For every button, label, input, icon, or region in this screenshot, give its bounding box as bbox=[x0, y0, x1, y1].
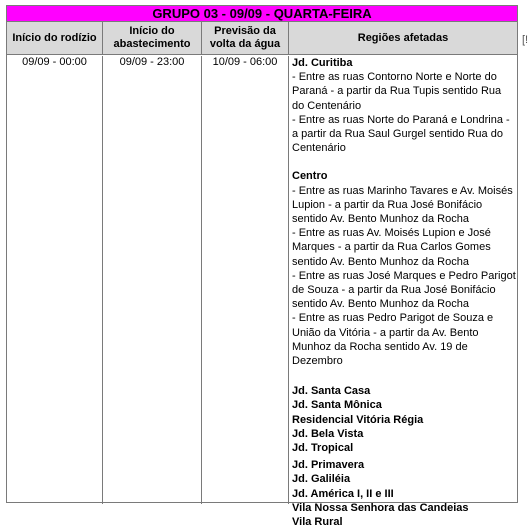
side-mark: [! bbox=[522, 34, 529, 46]
list-item: Residencial Vitória Régia bbox=[292, 413, 424, 426]
schedule-table bbox=[6, 5, 518, 529]
list-item: Jd. América I, II e III bbox=[292, 487, 394, 500]
neighborhood-list bbox=[292, 384, 516, 455]
cell-rodizio: 09/09 - 00:00 bbox=[7, 56, 103, 504]
region-item: - Entre as ruas Contorno Norte e Norte do Paraná - a partir da Rua Tupis sentido Rua do Centenário bbox=[292, 71, 502, 112]
region-name: Centro bbox=[292, 170, 328, 183]
region-item: - Entre as ruas Pedro Parigot de Souza e União da Vitória - a partir da Av. Bento Munhoz da Rocha sentido Av. 19 de Dezembro bbox=[292, 312, 494, 368]
cell-previsao: 10/09 - 06:00 bbox=[202, 56, 289, 504]
header-rodizio: Início do rodízio bbox=[7, 22, 103, 55]
region-item: - Entre as ruas Norte do Paraná e Londrina - a partir da Rua Saul Gurgel sentido Rua do Centenário bbox=[292, 113, 510, 155]
list-item: Jd. Tropical bbox=[292, 442, 354, 455]
header-regioes: Regiões afetadas bbox=[289, 22, 517, 55]
list-item: Jd. Galiléia bbox=[292, 473, 351, 486]
group-title: GRUPO 03 - 09/09 - QUARTA-FEIRA bbox=[7, 6, 517, 22]
list-item: Vila Nossa Senhora das Candeias bbox=[292, 501, 469, 514]
neighborhood-list bbox=[292, 458, 516, 529]
list-item: Vila Rural bbox=[292, 516, 343, 529]
header-previsao: Previsão da volta da água bbox=[202, 22, 289, 55]
list-item: Jd. Santa Mônica bbox=[292, 399, 382, 412]
region-name: Jd. Curitiba bbox=[292, 57, 353, 69]
region-item: - Entre as ruas José Marques e Pedro Parigot de Souza - a partir da Rua José Bonifácio sentido Av. Bento Munhoz da Rocha bbox=[292, 269, 516, 311]
header-abastecimento: Início do abastecimento bbox=[103, 22, 202, 55]
list-item: Jd. Bela Vista bbox=[292, 427, 364, 440]
list-item: Jd. Santa Casa bbox=[292, 385, 371, 398]
regions-cell bbox=[292, 56, 516, 529]
region-item: - Entre as ruas Marinho Tavares e Av. Moisés Lupion - a partir da Rua José Bonifácio sentido Av. Bento Munhoz da Rocha bbox=[292, 184, 513, 226]
list-item: Jd. Primavera bbox=[292, 459, 365, 472]
region-item: - Entre as ruas Av. Moisés Lupion e José Marques - a partir da Rua Carlos Gomes sentido Av. Bento Munhoz da Rocha bbox=[292, 227, 491, 268]
cell-abastecimento: 09/09 - 23:00 bbox=[103, 56, 202, 504]
